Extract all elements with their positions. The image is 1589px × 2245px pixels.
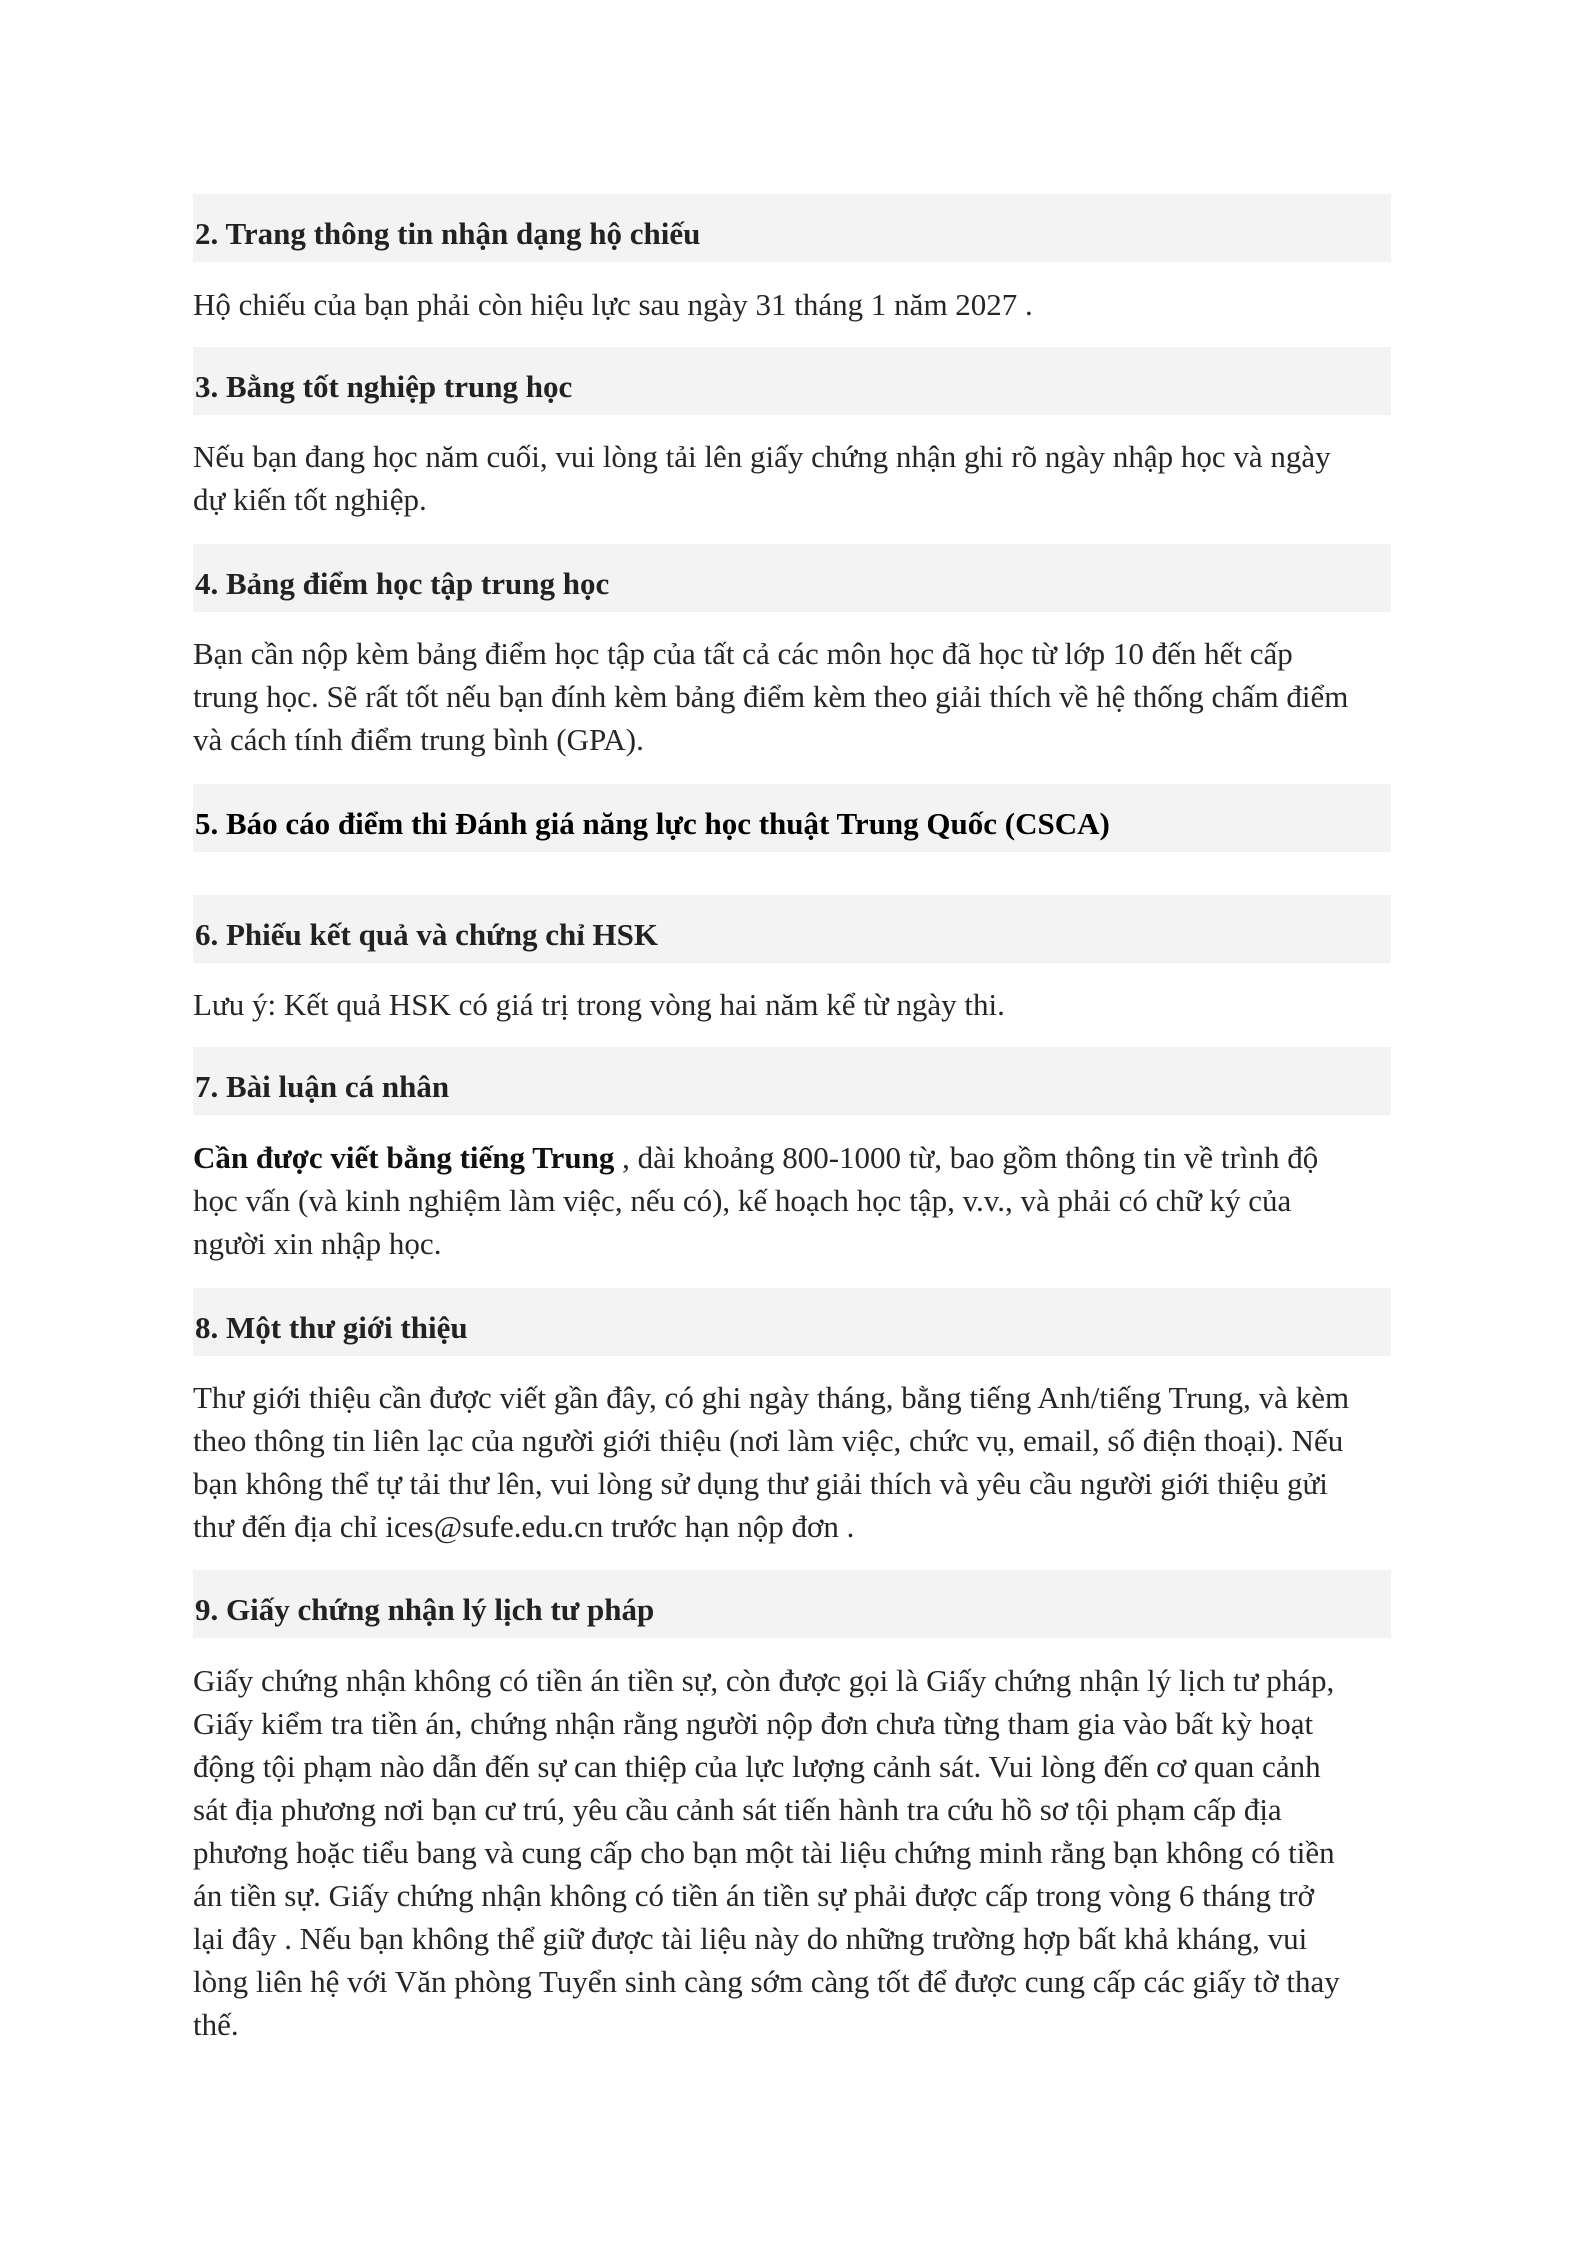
body-line: Giấy kiểm tra tiền án, chứng nhận rằng người nộp đơn chưa từng tham gia vào bất kỳ hoạt: [193, 1706, 1314, 1741]
body-line: dự kiến tốt nghiệp.: [193, 482, 427, 517]
section-heading-text: 2. Trang thông tin nhận dạng hộ chiếu: [195, 216, 701, 251]
section-body-personal-statement: [193, 1136, 1403, 1265]
section-heading-transcript: [193, 544, 1391, 612]
section-body-criminal-record: [193, 1659, 1403, 2046]
body-line: Giấy chứng nhận không có tiền án tiền sự, còn được gọi là Giấy chứng nhận lý lịch tư pháp,: [193, 1663, 1335, 1698]
section-heading-hsk: [193, 895, 1391, 963]
section-heading-text: 5. Báo cáo điểm thi Đánh giá năng lực học thuật Trung Quốc (CSCA): [195, 806, 1110, 841]
body-line: Thư giới thiệu cần được viết gần đây, có ghi ngày tháng, bằng tiếng Anh/tiếng Trung, và kèm: [193, 1380, 1350, 1415]
section-heading-text: 8. Một thư giới thiệu: [195, 1310, 468, 1345]
section-body-passport: [193, 283, 1403, 326]
body-text: , dài khoảng 800-1000 từ, bao gồm thông tin về trình độ: [614, 1140, 1319, 1175]
body-line: phương hoặc tiểu bang và cung cấp cho bạn một tài liệu chứng minh rằng bạn không có tiền: [193, 1835, 1335, 1870]
body-line: án tiền sự. Giấy chứng nhận không có tiền án tiền sự phải được cấp trong vòng 6 tháng trở: [193, 1878, 1315, 1913]
section-heading-text: 9. Giấy chứng nhận lý lịch tư pháp: [195, 1592, 655, 1627]
section-heading-text: 4. Bảng điểm học tập trung học: [195, 566, 610, 601]
section-body-transcript: [193, 632, 1403, 761]
section-heading-recommendation: [193, 1288, 1391, 1356]
section-heading-text: 3. Bằng tốt nghiệp trung học: [195, 369, 573, 404]
body-line: học vấn (và kinh nghiệm làm việc, nếu có), kế hoạch học tập, v.v., và phải có chữ ký của: [193, 1183, 1292, 1218]
body-line: Nếu bạn đang học năm cuối, vui lòng tải lên giấy chứng nhận ghi rõ ngày nhập học và ngày: [193, 439, 1331, 474]
body-line: người xin nhập học.: [193, 1226, 442, 1261]
body-line: thư đến địa chỉ ices@sufe.edu.cn trước hạn nộp đơn .: [193, 1509, 855, 1544]
body-line: bạn không thể tự tải thư lên, vui lòng sử dụng thư giải thích và yêu cầu người giới thiệu gửi: [193, 1466, 1328, 1501]
body-line: động tội phạm nào dẫn đến sự can thiệp của lực lượng cảnh sát. Vui lòng đến cơ quan cảnh: [193, 1749, 1321, 1784]
body-line: sát địa phương nơi bạn cư trú, yêu cầu cảnh sát tiến hành tra cứu hồ sơ tội phạm cấp địa: [193, 1792, 1282, 1827]
emphasis-text: Cần được viết bằng tiếng Trung: [193, 1140, 615, 1175]
section-heading-csca: [193, 784, 1391, 852]
section-body-diploma: [193, 435, 1403, 521]
section-heading-passport: [193, 194, 1391, 262]
section-heading-personal-statement: [193, 1047, 1391, 1115]
body-line: lại đây . Nếu bạn không thể giữ được tài liệu này do những trường hợp bất khả kháng, vui: [193, 1921, 1308, 1956]
body-line: thế.: [193, 2007, 239, 2042]
body-line: [193, 1136, 1403, 1179]
section-heading-criminal-record: [193, 1570, 1391, 1638]
body-line: lòng liên hệ với Văn phòng Tuyển sinh càng sớm càng tốt để được cung cấp các giấy tờ thay: [193, 1964, 1340, 1999]
section-heading-text: 6. Phiếu kết quả và chứng chỉ HSK: [195, 917, 659, 952]
body-line: Hộ chiếu của bạn phải còn hiệu lực sau ngày 31 tháng 1 năm 2027 .: [193, 287, 1033, 322]
body-line: trung học. Sẽ rất tốt nếu bạn đính kèm bảng điểm kèm theo giải thích về hệ thống chấm điểm: [193, 679, 1349, 714]
section-body-recommendation: [193, 1376, 1403, 1548]
body-line: theo thông tin liên lạc của người giới thiệu (nơi làm việc, chức vụ, email, số điện thoại). Nếu: [193, 1423, 1344, 1458]
body-line: Lưu ý: Kết quả HSK có giá trị trong vòng hai năm kể từ ngày thi.: [193, 987, 1005, 1022]
section-body-hsk: [193, 983, 1403, 1026]
body-line: và cách tính điểm trung bình (GPA).: [193, 722, 644, 757]
body-line: Bạn cần nộp kèm bảng điểm học tập của tất cả các môn học đã học từ lớp 10 đến hết cấp: [193, 636, 1293, 671]
section-heading-diploma: [193, 347, 1391, 415]
section-heading-text: 7. Bài luận cá nhân: [195, 1069, 450, 1104]
